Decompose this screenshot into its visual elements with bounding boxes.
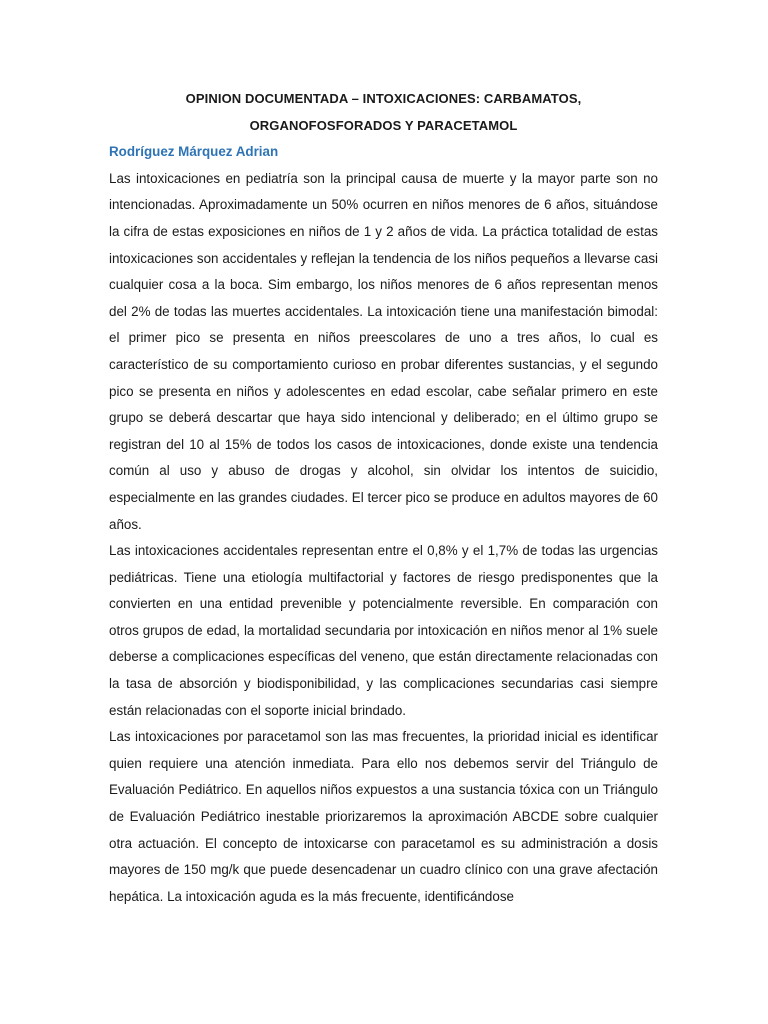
document-author: Rodríguez Márquez Adrian — [109, 144, 279, 160]
paragraph-2: Las intoxicaciones accidentales representan entre el 0,8% y el 1,7% de todas las urgencias pediátricas. Tiene una etiología multifactorial y factores de riesgo predisponentes que la convierten en una entidad prevenible y potencialmente reversible. En comparación con otros grupos de edad, la mortalidad secundaria por intoxicación en niños menor al 1% suele deberse a complicaciones específicas del veneno, que están directamente relacionadas con la tasa de absorción y biodisponibilidad, y las complicaciones secundarias casi siempre están relacionadas con el soporte inicial brindado. — [109, 543, 658, 718]
paragraph-3: Las intoxicaciones por paracetamol son las mas frecuentes, la prioridad inicial es identificar quien requiere una atención inmediata. Para ello nos debemos servir del Triángulo de Evaluación Pediátrico. En aquellos niños expuestos a una sustancia tóxica con un Triángulo de Evaluación Pediátrico inestable priorizaremos la aproximación ABCDE sobre cualquier otra actuación. El concepto de intoxicarse con paracetamol es su administración a dosis mayores de 150 mg/k que puede desencadenar un cuadro clínico con una grave afectación hepática. La intoxicación aguda es la más frecuente, identificándose — [109, 729, 658, 904]
document-body — [109, 86, 658, 910]
document-title: OPINION DOCUMENTADA – INTOXICACIONES: CARBAMATOS, ORGANOFOSFORADOS Y PARACETAMOL — [185, 91, 582, 133]
paragraph-1: Las intoxicaciones en pediatría son la principal causa de muerte y la mayor parte son no intencionadas. Aproximadamente un 50% ocurren en niños menores de 6 años, situándose la cifra de estas exposiciones en niños de 1 y 2 años de vida. La práctica totalidad de estas intoxicaciones son accidentales y reflejan la tendencia de los niños pequeños a llevarse casi cualquier cosa a la boca. Sim embargo, los niños menores de 6 años representan menos del 2% de todas las muertes accidentales. La intoxicación tiene una manifestación bimodal: el primer pico se presenta en niños preescolares de uno a tres años, lo cual es característico de su comportamiento curioso en probar diferentes sustancias, y el segundo pico se presenta en niños y adolescentes en edad escolar, cabe señalar primero en este grupo se deberá descartar que haya sido intencional y deliberado; en el último grupo se registran del 10 al 15% de todos los casos de intoxicaciones, donde existe una tendencia común al uso y abuso de drogas y alcohol, sin olvidar los intentos de suicidio, especialmente en las grandes ciudades. El tercer pico se produce en adultos mayores de 60 años. — [109, 170, 658, 532]
